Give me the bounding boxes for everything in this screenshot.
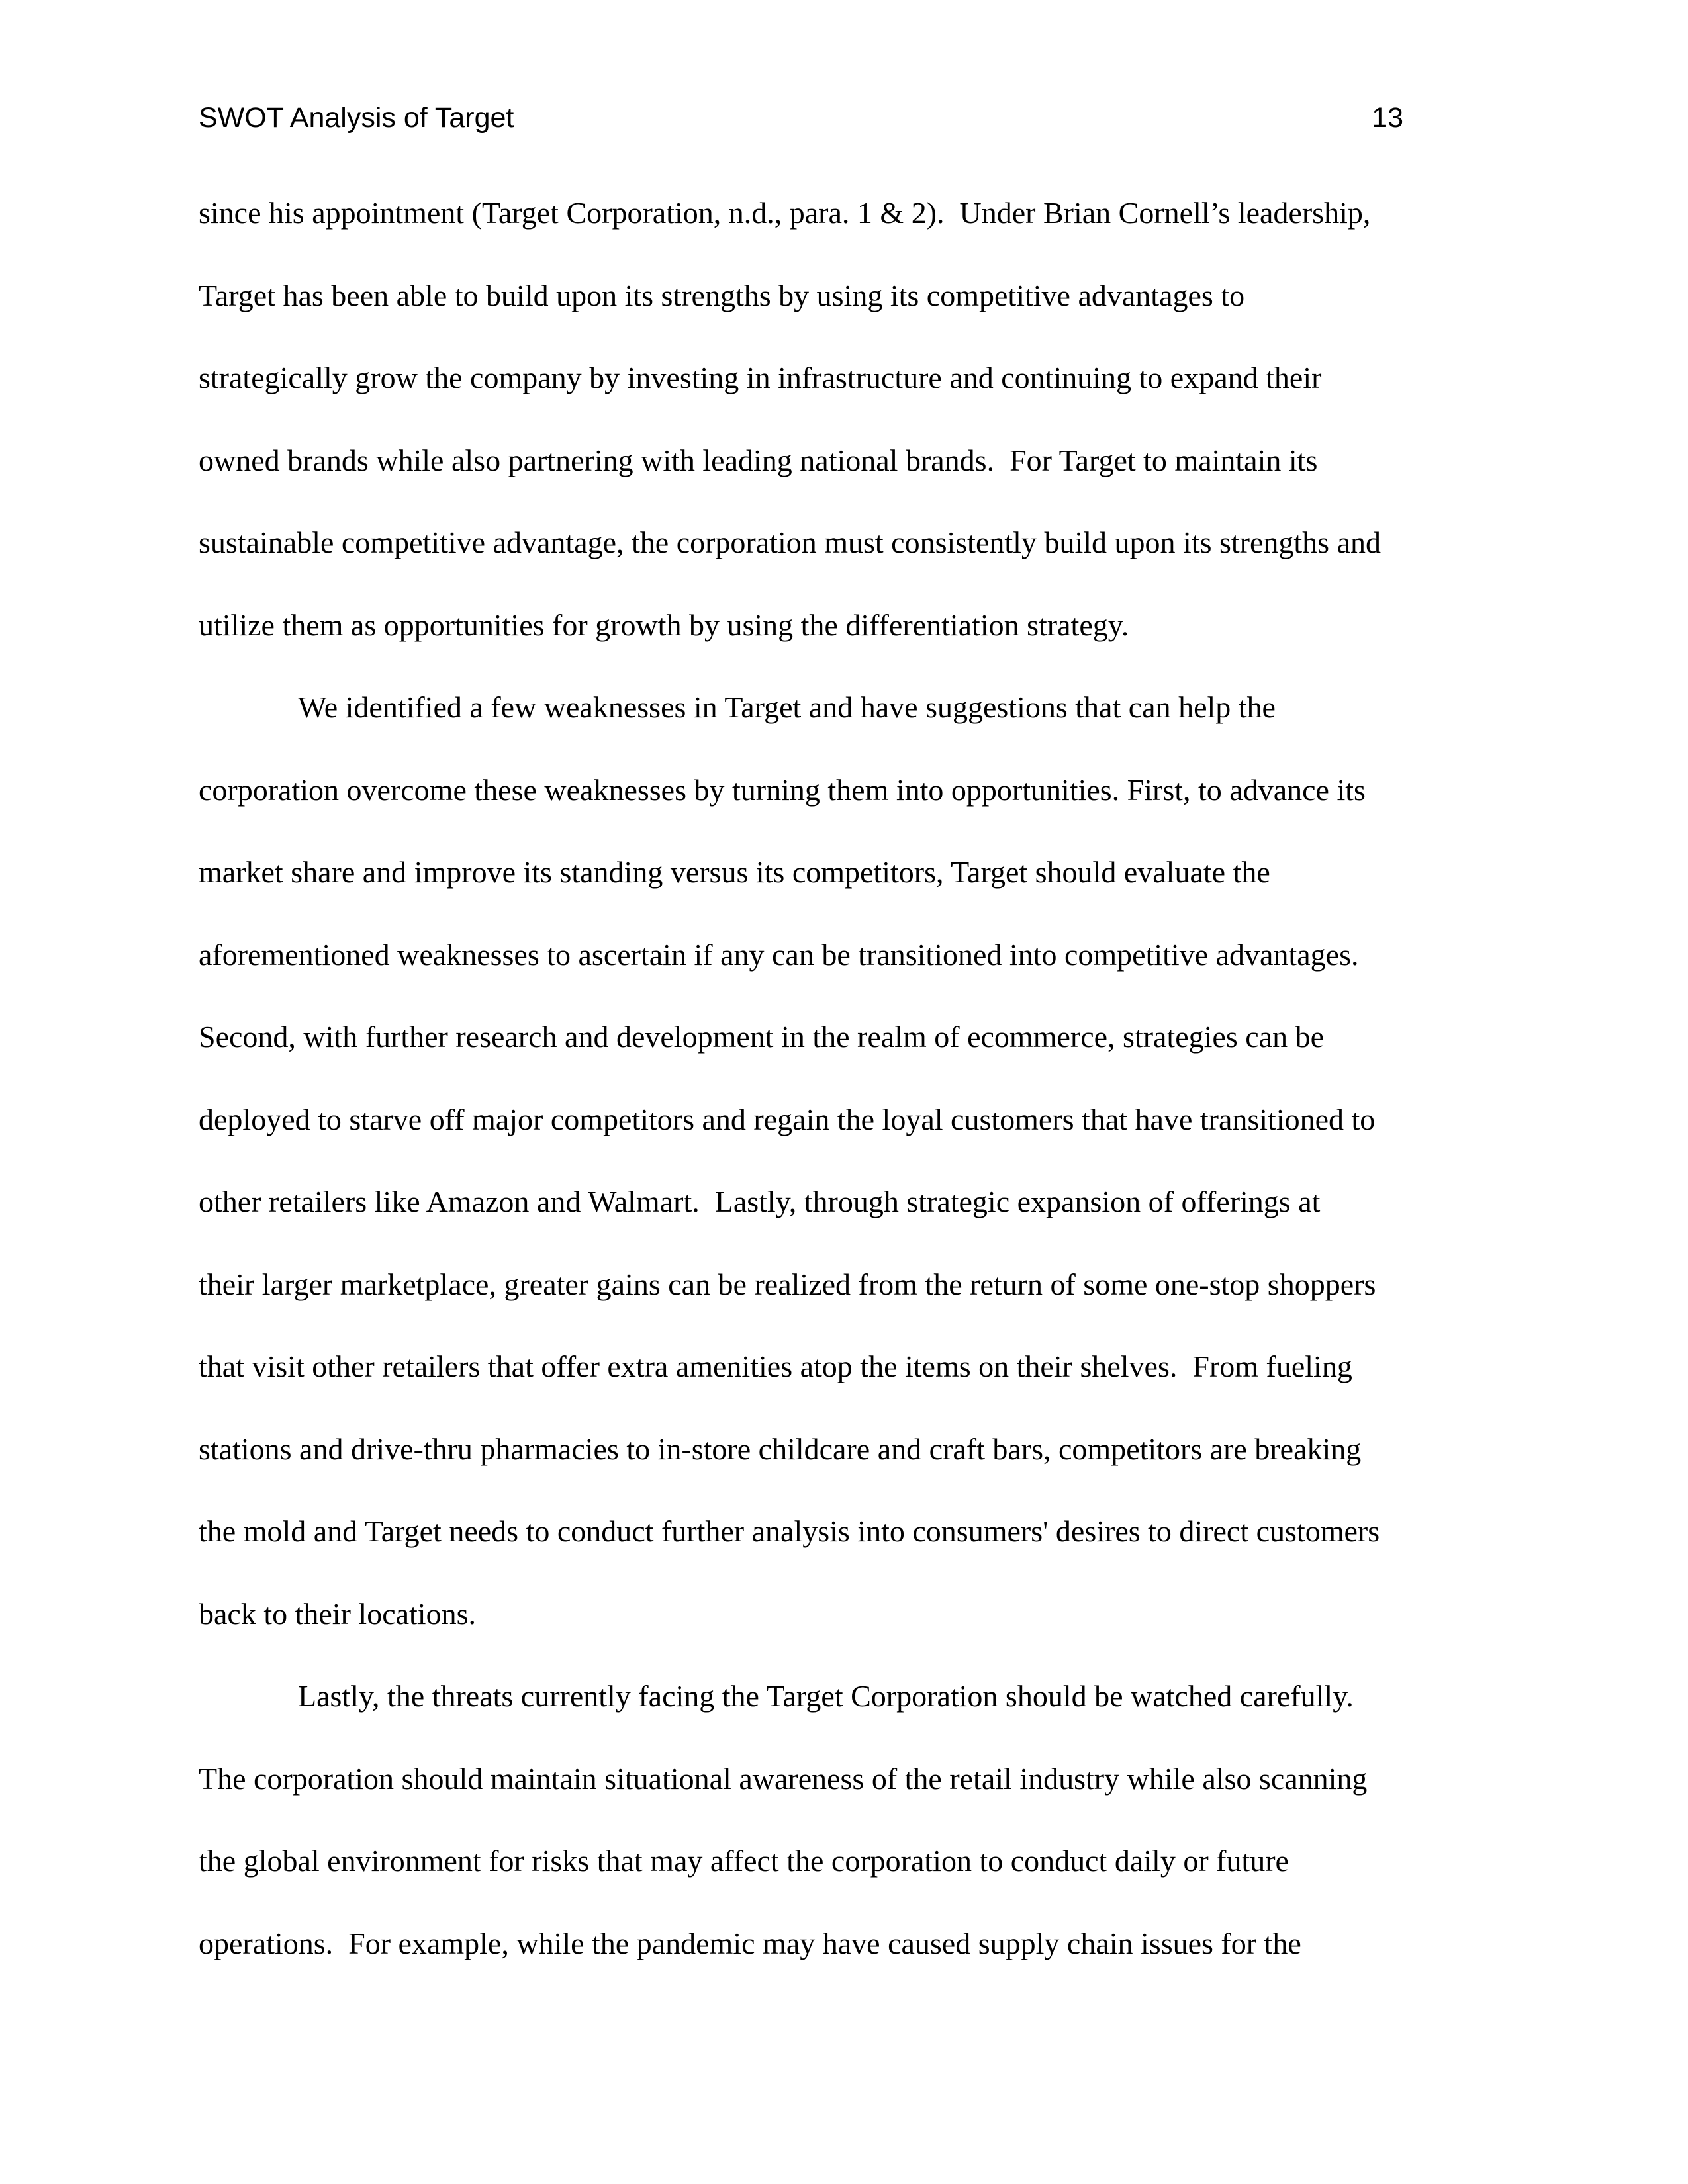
text-line: that visit other retailers that offer extra amenities atop the items on their shelves. From fueling <box>199 1349 1352 1383</box>
text-line: their larger marketplace, greater gains can be realized from the return of some one-stop shoppers <box>199 1267 1376 1301</box>
text-line: deployed to starve off major competitors and regain the loyal customers that have transitioned to <box>199 1102 1376 1136</box>
text-line: Target has been able to build upon its strengths by using its competitive advantages to <box>199 278 1245 312</box>
paragraph-first-line: We identified a few weaknesses in Target and have suggestions that can help the <box>298 690 1276 724</box>
text-line: strategically grow the company by investing in infrastructure and continuing to expand their <box>199 361 1322 394</box>
paragraph-first-line: Lastly, the threats currently facing the Target Corporation should be watched carefully. <box>298 1679 1354 1713</box>
running-head <box>199 98 1489 138</box>
text-line: market share and improve its standing versus its competitors, Target should evaluate the <box>199 855 1270 889</box>
body-text <box>199 172 1688 1985</box>
text-line: Second, with further research and development in the realm of ecommerce, strategies can be <box>199 1020 1325 1054</box>
text-line: corporation overcome these weaknesses by turning them into opportunities. First, to advance its <box>199 772 1366 807</box>
text-line: the global environment for risks that may affect the corporation to conduct daily or future <box>199 1844 1289 1878</box>
text-line: The corporation should maintain situational awareness of the retail industry while also scanning <box>199 1761 1368 1796</box>
text-line: sustainable competitive advantage, the corporation must consistently build upon its strengths and <box>199 525 1381 559</box>
text-line: operations. For example, while the pandemic may have caused supply chain issues for the <box>199 1926 1301 1960</box>
running-head-title: SWOT Analysis of Target <box>199 102 514 134</box>
text-line: stations and drive-thru pharmacies to in-store childcare and craft bars, competitors are breaking <box>199 1432 1362 1466</box>
text-line: aforementioned weaknesses to ascertain if any can be transitioned into competitive advantages. <box>199 937 1359 972</box>
text-line: since his appointment (Target Corporation, n.d., para. 1 & 2). Under Brian Cornell’s leadership, <box>199 196 1371 230</box>
text-line: the mold and Target needs to conduct further analysis into consumers' desires to direct customers <box>199 1514 1380 1548</box>
text-line: utilize them as opportunities for growth by using the differentiation strategy. <box>199 608 1129 642</box>
text-line: other retailers like Amazon and Walmart. Lastly, through strategic expansion of offerings at <box>199 1185 1321 1218</box>
page-number: 13 <box>1372 102 1403 134</box>
text-line: owned brands while also partnering with leading national brands. For Target to maintain its <box>199 443 1318 477</box>
text-line: back to their locations. <box>199 1596 476 1631</box>
